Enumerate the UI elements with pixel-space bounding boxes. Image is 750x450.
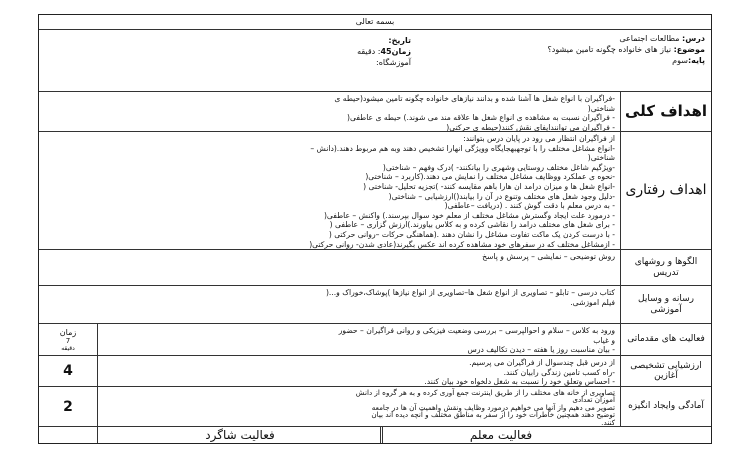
assessment-line: - احساس وتعلق خود را نسبت به شغل دلخواه خود بیان کنند.	[424, 377, 615, 386]
behavioral-goals-line: - با درست کردن یک ماکت تفاوت مشاغل را نشان دهند .(هماهنگی حرکات –روانی حرکتی (	[328, 229, 615, 239]
topic-label: موضوع:	[673, 45, 705, 54]
teacher-label: آموزشگاه:	[376, 58, 411, 67]
readiness-label: آمادگی وایجاد انگیزه	[620, 387, 711, 426]
date-label: تاریخ:	[388, 36, 411, 45]
grade-value: سوم	[672, 56, 688, 65]
time-unit: دقیقه	[357, 47, 376, 56]
intro-content	[97, 324, 619, 355]
readiness-line: توضیح دهند همچنین خاطرات خود را از سفر به مناطق مختلف و آنچه دیده اند بیان	[371, 410, 615, 420]
lesson-value: مطالعات اجتماعی	[619, 34, 680, 43]
behavioral-goals-line: -نحوه ی عملکرد ووظایف مشاغل مختلف را نمایش می دهند.(کاربرد – شناختی(	[365, 172, 615, 182]
intro-label: فعالیت های مقدماتی	[620, 324, 711, 355]
behavioral-goals-line: - ازمشاغل مختلف که در سفرهای خود مشاهده کرده اند عکس بگیرند(عادی شدن- روانی حرکتی(	[309, 239, 615, 249]
lesson-label: درس:	[682, 34, 705, 43]
general-goals-line: - فراگیران می توانندایفای نقش کنند(حیطه ی حرکتی(	[446, 122, 615, 131]
general-goals-line: -فراگیران با انواع شغل ها آشنا شده و بدانند نیازهای خانواده چگونه تامین میشود(حیطه ی	[334, 94, 615, 103]
media-content	[39, 286, 619, 323]
behavioral-goals-line: -ویژگیم شاغل مختلف روستایی وشهری را بیانکنند- )درک وفهم – شناختی(	[382, 162, 615, 172]
behavioral-goals-line: - درمورد علت ایجاد وگسترش مشاغل مختلف از معلم خود سوال بپرسند.) واکنش – عاطفی(	[323, 210, 615, 220]
general-goals-line: - فراگیران نسبت به مشاهده ی انواع شغل ها علاقه مند می شوند.) حیطه ی عاطفی(	[347, 113, 615, 123]
intro-row	[39, 324, 711, 356]
readiness-line: تصاویری از خانه های مختلف را از طریق اینترنت جمع آوری کرده و به هر گروه از دانش	[355, 388, 615, 397]
behavioral-goals-line: -انواع مشاغل مختلف را با توجهبهجایگاه وویژگی انهارا تشخیص دهند وبه هم مربوط دهند.(دانش –	[310, 143, 615, 153]
assessment-line: از درس قبل چندسوال از فراگیران می پرسیم.	[469, 358, 615, 367]
general-goals-row	[39, 92, 711, 132]
bismillah: بسمه تعالی	[355, 17, 395, 26]
readiness-time-value: 2	[63, 398, 73, 415]
behavioral-goals-line: شناختی(	[587, 153, 615, 163]
behavioral-goals-line: - برای شغل های مختلف درامد را نقاشی کرده و به کلاس بیاورند.)ارزش گزاری – عاطفی (	[329, 220, 615, 230]
general-goals-content	[39, 92, 619, 131]
media-label: رسانه و وسایل آموزشی	[620, 286, 711, 323]
assessment-label: ارزشیابی تشخیصی آغازین	[620, 356, 711, 386]
student-activity-header: فعالیت شاگرد	[97, 427, 383, 443]
readiness-line: کنند.	[601, 417, 615, 426]
behavioral-goals-row	[39, 132, 711, 250]
topic-value: نیاز های خانواده چگونه تامین میشود؟	[547, 45, 672, 54]
behavioral-goals-line: -انواع شغل ها و میزان درامد ان هارا باهم مقایسه کنند- )تجزیه تحلیل- شناختی (	[363, 181, 615, 191]
intro-line: و غیاب	[593, 335, 615, 345]
methods-content	[39, 250, 619, 285]
header-meta: تاریخ: زمان45: دقیقه آموزشگاه:	[357, 36, 411, 67]
general-goals-label: اهداف کلی	[620, 92, 711, 131]
time-label: زمان	[391, 47, 411, 56]
media-row	[39, 286, 711, 324]
grade-label: پایه:	[687, 56, 705, 65]
readiness-row	[39, 387, 711, 427]
readiness-time-cell	[39, 387, 98, 426]
lesson-plan-sheet	[38, 14, 712, 444]
footer-row	[39, 427, 711, 443]
intro-time-unit: دقیقه	[61, 344, 75, 352]
assessment-row	[39, 356, 711, 387]
methods-text: روش توضیحی – نمایشی – پرسش و پاسخ	[482, 252, 615, 261]
header-section	[39, 15, 711, 92]
behavioral-goals-line: -دلیل وجود شغل های مختلف وتنوع در آن را بیابند()ارزشیابی – شناختی(	[388, 191, 615, 201]
media-line: فیلم اموزشی.	[570, 297, 615, 307]
time-value: 45	[380, 47, 392, 56]
methods-label: الگوها و روشهای تدریس	[620, 250, 711, 285]
behavioral-goals-label: اهداف رفتاری	[620, 132, 711, 249]
media-line: کتاب درسی – تابلو – تصاویری از انواع شغل ها–تصاویری از انواع نیازها )پوشاک،خوراک و...(	[325, 288, 615, 297]
intro-time-value: 7	[65, 336, 71, 345]
readiness-content	[97, 387, 619, 426]
methods-row	[39, 250, 711, 286]
behavioral-goals-content	[39, 132, 619, 249]
intro-time-title: زمان	[59, 327, 77, 337]
intro-line: - بیان مناسبت روز یا هفته – دیدن تکالیف درس	[467, 345, 615, 355]
assessment-time-cell	[39, 356, 98, 386]
assessment-time-value: 4	[63, 363, 73, 379]
header-info	[548, 33, 705, 66]
assessment-content	[97, 356, 619, 386]
intro-time-cell	[39, 324, 98, 355]
teacher-activity-header: فعالیت معلم	[380, 427, 621, 443]
general-goals-line: شناختی(	[587, 103, 615, 113]
assessment-line: -راه کسب تامین زندگی رابیان کنند.	[503, 367, 615, 377]
readiness-line: تصویر می دهیم واز آنها می خواهیم درمورد وظایف ونقش واهمیت آن ها در جامعه	[371, 402, 615, 412]
behavioral-goals-line: - به درس معلم با دقت گوش کنند . (دریافت –عاطفی(	[444, 201, 615, 211]
behavioral-goals-line: از فراگیران انتظار می رود در پایان درس بتوانند:	[463, 134, 615, 143]
intro-line: ورود به کلاس – سلام و احوالپرسی – بررسی وضعیت فیزیکی و روانی فراگیران – حضور	[338, 326, 615, 335]
readiness-line: آموزان تعدادی	[572, 395, 615, 405]
